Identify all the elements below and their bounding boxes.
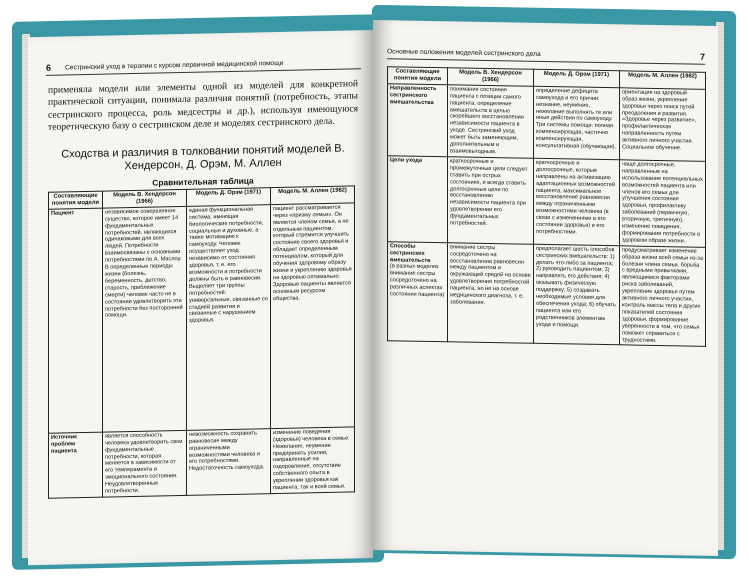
cell-henderson: внимание сестры сосредоточено на восстановлении равновесия между пациентом и окружающей средой на основе удовлетворения потребностей пациента, но не на основе медицинского диагноза, т. е. заболевания. bbox=[448, 243, 534, 344]
cell-allen: предусматривает изменение образа жизни всей семьи из-за болезни члена семьи, борьба с вредными привычками, являющимися факторами риска заболеваний, укрепление здоровья путем активного личного участия, контроль массы тела и других показателей состояния здоровья, формирование уверенности в том, что семья поможет справиться с трудностями. bbox=[620, 246, 706, 347]
row-head-note: (в разных моделях внимание сестры сосредоточено на различных аспектах состояния пациента) bbox=[390, 263, 445, 299]
header-henderson: Модель В. Хендерсон (1966) bbox=[448, 68, 534, 86]
cell-allen: пациент рассматривается через «призму семьи». Он является членом семьи, а не отдельным пациентом, который стремится улучшить состояние своего здоровья и обладает определенным потенциалом, который для обучения здоровому образу жизни и укреплению здоровья на здоровью оптимально. Здоровые пациенты является основным ресурсом общества. bbox=[271, 203, 355, 429]
cell-orem: предполагает шесть способов сестринских вмешательств: 1) делать что-либо за пациента; 2) руководить пациентом; 3) направлять его действия; 4) оказывать физическую поддержку; 5) создавать необходимые условия для обеспечения ухода; 6) обучать пациента или его родственников элементам ухода и помощи. bbox=[534, 244, 620, 345]
header-allen: Модель М. Аллен (1982) bbox=[271, 186, 355, 205]
table-row bbox=[388, 242, 706, 347]
cell-henderson: независимое совершенное существо, которое имеет 14 фундаментальных потребностей, являющихся одинаковыми для всех людей. Потребности взаимосвязаны с основными потребностями по А. Маслоу. В определенные периоды жизни (болезнь, беременность, детство, старость, приближение смерти) человек часто не в состоянии удовлетворить эти потребности без посторонней помощи. bbox=[103, 206, 187, 432]
left-running-title: Сестринский уход в терапии с курсом первичной медицинской помощи bbox=[65, 59, 284, 71]
left-page bbox=[28, 30, 373, 565]
table-row bbox=[388, 156, 706, 247]
comparison-table-left bbox=[48, 185, 355, 498]
row-head-intervention-methods bbox=[388, 242, 448, 343]
row-head-care-goals: Цели ухода bbox=[388, 156, 448, 243]
section-heading: Сходства и различия в толковании понятий моделей В. Хендерсон, Д. Орэм, М. Аллен bbox=[61, 142, 345, 173]
cell-orem: краткосрочные и долгосрочные, которые направлены на активизацию адаптационных возможностей пациента, максимальное восстановление равновесия между ограниченными возможностями человека (в связи с изменениями в его состоянии здоровья) и его потребностями. bbox=[534, 158, 620, 245]
right-page bbox=[373, 20, 718, 556]
cell-orem: невозможность сохранить равновесие между ограниченными возможностями человека и его потребностями. Недостаточность самоухода. bbox=[187, 428, 271, 495]
cell-henderson: является способность человека удовлетворить свои фундаментальные потребности, которая меняется в зависимости от его темперамента и эмоционального состояния. Неудовлетворенные потребности. bbox=[103, 430, 187, 497]
cell-henderson: краткосрочные и промежуточные цели следует ставить при острых состояниях, и всегда ставить долгосрочные цели по восстановлению независимости пациента при удовлетворении его фундаментальных потребностей. bbox=[448, 157, 534, 244]
row-head-patient: Пациент bbox=[49, 208, 103, 433]
header-orem: Модель Д. Орэм (1971) bbox=[187, 188, 271, 207]
cell-allen: изменение поведения (здоровья) человека в семье. Нежелание, неумение предпринять усилия, направленные на оздоровление, отсутствие собственного опыта в укреплении здоровья как пациента, так и всей семьи. bbox=[271, 427, 355, 494]
right-running-title: Основные положения моделей сестринского дела bbox=[387, 47, 541, 58]
row-head-problem-source: Источник проблем пациента bbox=[49, 432, 103, 498]
row-head-intervention-focus: Направленность сестринского вмешательства bbox=[388, 84, 448, 157]
right-page-number: 7 bbox=[699, 51, 705, 62]
table-row bbox=[388, 84, 706, 162]
cell-orem: единая функциональная система, имеющая биологические потребности, социальные и духовные, а также мотивацию к самоуходу. Человек осуществляет уход независимо от состояния здоровья, т. е. его возможности и потребности должны быть в равновесии. Выделяет три группы потребностей: универсальные, связанные со стадией развития и связанные с нарушением здоровья. bbox=[187, 204, 271, 430]
header-concept: Составляющие понятия модели bbox=[49, 191, 103, 209]
comparison-table-right bbox=[387, 66, 706, 347]
cell-henderson: понимание состояния пациента с позиции самого пациента, определение вмешательств в целью скорейшего восстановления независимости пациента в уходе. Сестринский уход может быть заменяющим, дополнительным и взаимовыгодным. bbox=[448, 85, 534, 159]
row-head-title: Способы сестринских вмешательств bbox=[390, 243, 431, 264]
table-row bbox=[49, 203, 355, 433]
header-concept: Составляющие понятия модели bbox=[388, 67, 448, 85]
intro-paragraph: применяла модели или элементы одной из моделей для конкретной практической ситуации, понимала различия понятий (потребность, этапы сестринского процесса, роль медсестры и др.), используя имеющуюся теоретическую базу о сестринском деле и моделях сестринского дела. bbox=[48, 78, 358, 133]
table-caption: Сравнительная таблица bbox=[152, 175, 254, 188]
header-orem: Модель Д. Орэм (1971) bbox=[534, 69, 620, 87]
header-henderson: Модель В. Хендерсон (1966) bbox=[103, 189, 187, 208]
right-running-head bbox=[387, 46, 705, 65]
table-row bbox=[49, 427, 355, 499]
left-running-head bbox=[46, 56, 361, 76]
header-allen: Модель М. Аллен (1982) bbox=[620, 71, 706, 89]
cell-allen: чаще долгосрочные, направленные на использование потенциальных возможностей пациента или членов его семьи для улучшения состояния здоровья, профилактику заболеваний (первичную, вторичную, третичную), изменение поведения, формирование потребности в здоровом образе жизни. bbox=[620, 160, 706, 247]
cell-orem: определение дефицита самоухода и его причин: незнание, неумение, нежелание выполнять те или иные действия по самоуходу. Три системы помощи: полная компенсирующая, частично компенсирующая, консультативная (обучающая). bbox=[534, 86, 620, 160]
cell-allen: ориентация на здоровый образ жизни, укрепление здоровья через поиск путей преодоления и развития. «Здоровье через развитие», профилактическая направленность путем активного личного участия. Социальное обучение. bbox=[620, 88, 706, 162]
left-page-number: 6 bbox=[46, 62, 52, 73]
